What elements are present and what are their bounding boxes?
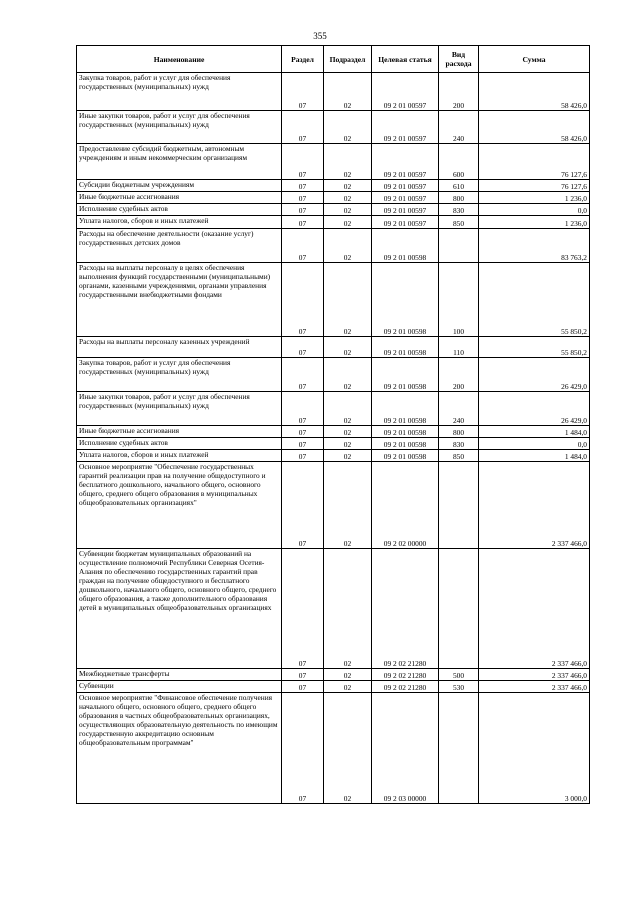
row-target: 09 2 02 00000 — [372, 462, 439, 549]
row-section: 07 — [282, 192, 324, 204]
row-target: 09 2 01 00597 — [372, 216, 439, 229]
row-subsection: 02 — [324, 144, 372, 180]
row-name: Субвенции бюджетам муниципальных образований на осуществление полномочий Республики Северная Осетия-Алания по обеспечению государственных гарантий прав граждан на получение общедоступного и бесплатного дошкольного, начального общего, основного общего, среднего общего образования, а также дополнительного образования детей в муниципальных общеобразовательных организациях — [77, 549, 282, 669]
row-section: 07 — [282, 438, 324, 450]
row-name: Межбюджетные трансферты — [77, 669, 282, 681]
row-name: Исполнение судебных актов — [77, 438, 282, 450]
header-subsection: Подраздел — [324, 46, 372, 73]
row-section: 07 — [282, 681, 324, 693]
table-row — [77, 392, 590, 426]
row-section: 07 — [282, 669, 324, 681]
row-section: 07 — [282, 693, 324, 804]
row-subsection: 02 — [324, 263, 372, 337]
table-row — [77, 450, 590, 462]
row-target: 09 2 01 00598 — [372, 438, 439, 450]
row-section: 07 — [282, 462, 324, 549]
row-amount: 58 426,0 — [479, 111, 590, 144]
row-name: Расходы на выплаты персоналу в целях обеспечения выполнения функций государственными (муниципальными) органами, казенными учреждениями, органами управления государственными внебюджетными фондами — [77, 263, 282, 337]
row-target: 09 2 01 00598 — [372, 229, 439, 263]
row-expense-type: 850 — [439, 450, 479, 462]
table-row — [77, 192, 590, 204]
row-amount: 1 484,0 — [479, 426, 590, 438]
table-row — [77, 111, 590, 144]
row-subsection: 02 — [324, 204, 372, 216]
row-subsection: 02 — [324, 693, 372, 804]
row-subsection: 02 — [324, 450, 372, 462]
header-target: Целевая статья — [372, 46, 439, 73]
row-amount: 55 850,2 — [479, 337, 590, 358]
row-expense-type: 100 — [439, 263, 479, 337]
row-target: 09 2 02 21280 — [372, 681, 439, 693]
row-section: 07 — [282, 229, 324, 263]
row-amount: 2 337 466,0 — [479, 669, 590, 681]
row-section: 07 — [282, 204, 324, 216]
row-expense-type — [439, 462, 479, 549]
row-amount: 76 127,6 — [479, 180, 590, 192]
row-amount: 26 429,0 — [479, 358, 590, 392]
table-row — [77, 438, 590, 450]
table-row — [77, 681, 590, 693]
table-row — [77, 669, 590, 681]
row-target: 09 2 02 21280 — [372, 549, 439, 669]
row-section: 07 — [282, 392, 324, 426]
row-subsection: 02 — [324, 438, 372, 450]
row-target: 09 2 01 00598 — [372, 392, 439, 426]
row-expense-type: 200 — [439, 73, 479, 111]
row-target: 09 2 01 00597 — [372, 144, 439, 180]
row-expense-type — [439, 549, 479, 669]
header-amount: Сумма — [479, 46, 590, 73]
budget-table — [76, 45, 590, 804]
table-row — [77, 462, 590, 549]
row-target: 09 2 01 00597 — [372, 204, 439, 216]
row-name: Расходы на обеспечение деятельности (оказание услуг) государственных детских домов — [77, 229, 282, 263]
row-target: 09 2 01 00598 — [372, 358, 439, 392]
row-target: 09 2 01 00597 — [372, 111, 439, 144]
row-target: 09 2 01 00598 — [372, 263, 439, 337]
row-name: Исполнение судебных актов — [77, 204, 282, 216]
row-section: 07 — [282, 180, 324, 192]
table-row — [77, 358, 590, 392]
row-expense-type: 610 — [439, 180, 479, 192]
row-target: 09 2 01 00598 — [372, 450, 439, 462]
row-section: 07 — [282, 263, 324, 337]
row-amount: 1 484,0 — [479, 450, 590, 462]
row-expense-type: 240 — [439, 392, 479, 426]
row-target: 09 2 01 00598 — [372, 337, 439, 358]
row-expense-type: 850 — [439, 216, 479, 229]
row-section: 07 — [282, 426, 324, 438]
row-amount: 26 429,0 — [479, 392, 590, 426]
row-expense-type: 830 — [439, 438, 479, 450]
row-amount: 58 426,0 — [479, 73, 590, 111]
row-name: Уплата налогов, сборов и иных платежей — [77, 450, 282, 462]
header-name: Наименование — [77, 46, 282, 73]
header-expense-type: Вид расхода — [439, 46, 479, 73]
table-row — [77, 337, 590, 358]
row-subsection: 02 — [324, 358, 372, 392]
row-subsection: 02 — [324, 426, 372, 438]
row-subsection: 02 — [324, 392, 372, 426]
table-row — [77, 693, 590, 804]
row-amount: 55 850,2 — [479, 263, 590, 337]
row-name: Иные бюджетные ассигнования — [77, 426, 282, 438]
row-name: Иные закупки товаров, работ и услуг для обеспечения государственных (муниципальных) нужд — [77, 392, 282, 426]
row-name: Основное мероприятие "Финансовое обеспечение получения начального общего, основного общего, среднего общего образования в частных общеобразовательных организациях, осуществляющих образовательную деятельность по имеющим государственную аккредитацию основным общеобразовательным программам" — [77, 693, 282, 804]
row-subsection: 02 — [324, 681, 372, 693]
row-expense-type: 110 — [439, 337, 479, 358]
row-amount: 83 763,2 — [479, 229, 590, 263]
row-section: 07 — [282, 549, 324, 669]
row-section: 07 — [282, 73, 324, 111]
row-section: 07 — [282, 450, 324, 462]
row-expense-type: 530 — [439, 681, 479, 693]
row-name: Расходы на выплаты персоналу казенных учреждений — [77, 337, 282, 358]
row-amount: 2 337 466,0 — [479, 549, 590, 669]
row-amount: 0,0 — [479, 204, 590, 216]
row-amount: 76 127,6 — [479, 144, 590, 180]
row-section: 07 — [282, 216, 324, 229]
row-name: Субвенции — [77, 681, 282, 693]
row-subsection: 02 — [324, 229, 372, 263]
row-amount: 2 337 466,0 — [479, 462, 590, 549]
table-row — [77, 263, 590, 337]
row-target: 09 2 01 00597 — [372, 73, 439, 111]
row-subsection: 02 — [324, 192, 372, 204]
row-amount: 2 337 466,0 — [479, 681, 590, 693]
table-row — [77, 144, 590, 180]
row-section: 07 — [282, 111, 324, 144]
table-row — [77, 204, 590, 216]
page-number: 355 — [313, 31, 327, 41]
row-subsection: 02 — [324, 462, 372, 549]
row-expense-type — [439, 693, 479, 804]
row-name: Субсидии бюджетным учреждениям — [77, 180, 282, 192]
row-target: 09 2 02 21280 — [372, 669, 439, 681]
row-subsection: 02 — [324, 337, 372, 358]
row-target: 09 2 01 00597 — [372, 192, 439, 204]
row-subsection: 02 — [324, 549, 372, 669]
row-amount: 3 000,0 — [479, 693, 590, 804]
row-section: 07 — [282, 337, 324, 358]
row-amount: 1 236,0 — [479, 192, 590, 204]
header-section: Раздел — [282, 46, 324, 73]
table-row — [77, 180, 590, 192]
row-expense-type: 500 — [439, 669, 479, 681]
table-header-row — [77, 46, 590, 73]
row-subsection: 02 — [324, 216, 372, 229]
row-name: Иные закупки товаров, работ и услуг для обеспечения государственных (муниципальных) нужд — [77, 111, 282, 144]
row-target: 09 2 01 00598 — [372, 426, 439, 438]
row-target: 09 2 01 00597 — [372, 180, 439, 192]
row-name: Основное мероприятие "Обеспечение государственных гарантий реализации прав на получение общедоступного и бесплатного дошкольного, начального общего, основного общего, среднего общего образования в муниципальных общеобразовательных организациях" — [77, 462, 282, 549]
table-row — [77, 549, 590, 669]
row-subsection: 02 — [324, 180, 372, 192]
row-name: Уплата налогов, сборов и иных платежей — [77, 216, 282, 229]
table-row — [77, 229, 590, 263]
row-name: Иные бюджетные ассигнования — [77, 192, 282, 204]
row-expense-type: 200 — [439, 358, 479, 392]
row-expense-type: 240 — [439, 111, 479, 144]
table-row — [77, 426, 590, 438]
row-expense-type: 800 — [439, 192, 479, 204]
row-expense-type: 830 — [439, 204, 479, 216]
row-name: Предоставление субсидий бюджетным, автономным учреждениям и иным некоммерческим организациям — [77, 144, 282, 180]
row-amount: 1 236,0 — [479, 216, 590, 229]
row-expense-type: 600 — [439, 144, 479, 180]
row-subsection: 02 — [324, 111, 372, 144]
table-row — [77, 73, 590, 111]
row-name: Закупка товаров, работ и услуг для обеспечения государственных (муниципальных) нужд — [77, 73, 282, 111]
row-subsection: 02 — [324, 669, 372, 681]
row-section: 07 — [282, 358, 324, 392]
row-amount: 0,0 — [479, 438, 590, 450]
row-target: 09 2 03 00000 — [372, 693, 439, 804]
table-row — [77, 216, 590, 229]
row-section: 07 — [282, 144, 324, 180]
row-name: Закупка товаров, работ и услуг для обеспечения государственных (муниципальных) нужд — [77, 358, 282, 392]
row-expense-type — [439, 229, 479, 263]
row-subsection: 02 — [324, 73, 372, 111]
row-expense-type: 800 — [439, 426, 479, 438]
